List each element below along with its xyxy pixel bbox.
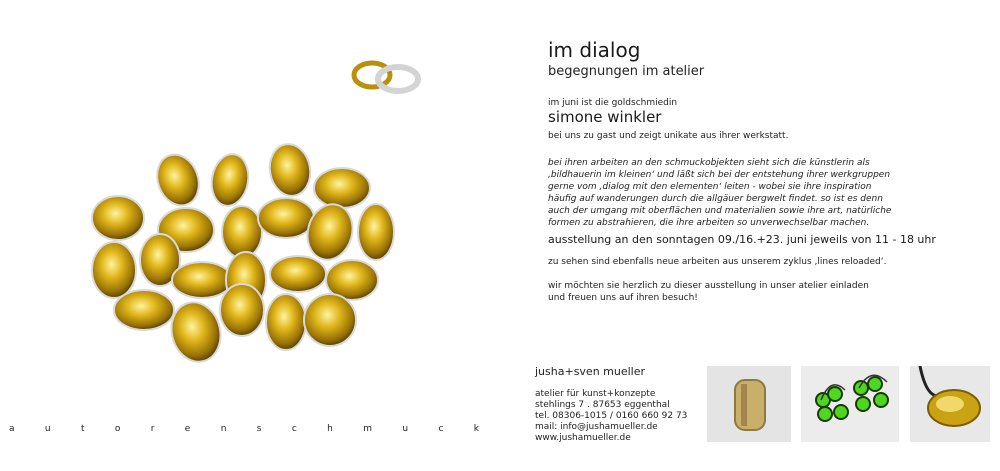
address-line: stehlings 7 . 87653 eggenthal bbox=[535, 400, 670, 410]
studio-name: jusha+sven mueller bbox=[535, 365, 646, 378]
tagline-letter: e bbox=[184, 424, 191, 434]
description-line: ‚bildhauerin im kleinen‘ und läßt sich bei der entstehung ihrer werkgruppen bbox=[548, 170, 891, 180]
tagline-letter: r bbox=[150, 424, 155, 434]
tagline-autorenschmuck bbox=[9, 424, 479, 434]
page-subtitle: begegnungen im atelier bbox=[548, 64, 705, 79]
phone-line: tel. 08306-1015 / 0160 660 92 73 bbox=[535, 411, 688, 421]
tagline-letter: c bbox=[438, 424, 444, 434]
description-line: auch der umgang mit oberflächen und materialien sowie ihre art, natürliche bbox=[548, 206, 892, 216]
intro-line: im juni ist die goldschmiedin bbox=[548, 98, 678, 108]
artist-name: simone winkler bbox=[548, 108, 662, 126]
tagline-letter: s bbox=[256, 424, 262, 434]
email-link[interactable]: mail: info@jushamueller.de bbox=[535, 422, 658, 432]
address-block bbox=[535, 389, 687, 444]
invitation-line-2: und freuen uns auf ihren besuch! bbox=[548, 293, 698, 303]
website-link[interactable]: www.jushamueller.de bbox=[535, 433, 631, 443]
thumbnail-gold-ring bbox=[707, 366, 791, 442]
description-line: gerne vom ‚dialog mit den elementen‘ leiten - wobei sie ihre inspiration bbox=[548, 182, 872, 192]
tagline-letter: h bbox=[327, 424, 333, 434]
intro-line-2: bei uns zu gast und zeigt unikate aus ihrer werkstatt. bbox=[548, 131, 789, 141]
tagline-letter: m bbox=[363, 424, 372, 434]
description-line: häufig auf wanderungen durch die allgäuer bergwelt findet. so ist es denn bbox=[548, 194, 883, 204]
tagline-letter: u bbox=[44, 424, 51, 434]
tagline-letter: t bbox=[80, 424, 85, 434]
tagline-letter: o bbox=[114, 424, 121, 434]
exhibition-also: zu sehen sind ebenfalls neue arbeiten aus unserem zyklus ‚lines reloaded‘. bbox=[548, 257, 887, 267]
tagline-letter: u bbox=[402, 424, 409, 434]
invitation-line-1: wir möchten sie herzlich zu dieser ausstellung in unser atelier einladen bbox=[548, 281, 869, 291]
tagline-letter: a bbox=[9, 424, 15, 434]
description-line: formen zu abstrahieren, die ihre arbeiten so unverwechselbar machen. bbox=[548, 218, 870, 228]
thumbnail-green-earrings bbox=[801, 366, 899, 442]
tagline-letter: n bbox=[220, 424, 227, 434]
address-line: atelier für kunst+konzepte bbox=[535, 389, 656, 399]
gold-cups-photo bbox=[80, 140, 400, 380]
description-line: bei ihren arbeiten an den schmuckobjekten sieht sich die künstlerin als bbox=[548, 158, 870, 168]
thumbnail-gold-pendant bbox=[910, 366, 990, 442]
rings-photo bbox=[350, 55, 430, 95]
exhibition-dates: ausstellung an den sonntagen 09./16.+23. juni jeweils von 11 - 18 uhr bbox=[548, 233, 936, 246]
description-block bbox=[548, 157, 988, 229]
page-title: im dialog bbox=[548, 38, 641, 62]
tagline-letter: c bbox=[291, 424, 297, 434]
tagline-letter: k bbox=[473, 424, 479, 434]
